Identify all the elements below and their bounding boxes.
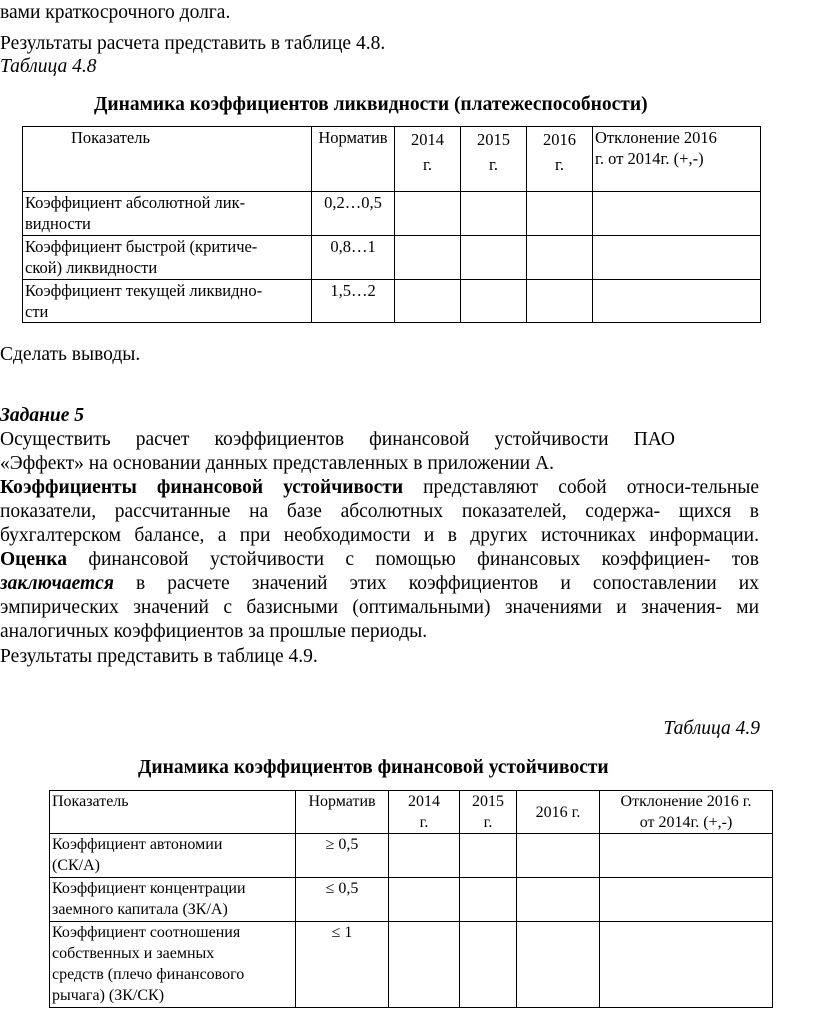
header-2014-year: 2014: [408, 793, 440, 810]
table-4-8: [22, 126, 761, 323]
cell-2015: [461, 192, 527, 236]
row-indicator: [50, 878, 296, 922]
header-indicator: Показатель: [50, 791, 296, 834]
row-indicator: [23, 192, 312, 236]
header-2016: [527, 127, 593, 192]
cell-2014: [389, 834, 460, 878]
table-row: [50, 922, 773, 1008]
row-norm: 0,8…1: [312, 236, 395, 280]
table-48-title: Динамика коэффициентов ликвидности (платежеспособности): [94, 94, 648, 115]
row-indicator-line-1: Коэффициент быстрой (критиче-: [25, 237, 258, 256]
cell-2014: [389, 878, 460, 922]
paragraph-4: Результаты представить в таблице 4.9.: [0, 646, 318, 667]
cell-2014: [395, 280, 461, 323]
header-2015-year: 2015: [477, 130, 510, 149]
intro-line-1: вами краткосрочного долга.: [0, 2, 231, 23]
table-row: [23, 192, 761, 236]
row-indicator-line-3: средств (плечо финансового: [52, 966, 245, 983]
row-indicator-line-2: видности: [25, 214, 91, 233]
header-deviation: [600, 791, 773, 834]
cell-2016: [527, 192, 593, 236]
paragraph-3-line-3: эмпирических значений с базисными (оптимальными) значениями и значения- ми: [0, 597, 759, 618]
paragraph-2-rest: представляют собой относи-тельные: [403, 477, 759, 498]
table-row: [50, 878, 773, 922]
table-row: [23, 280, 761, 323]
header-2015: [461, 127, 527, 192]
table-48-caption: Таблица 4.8: [0, 56, 97, 77]
cell-2016: [517, 834, 600, 878]
row-indicator-line-2: заемного капитала (ЗК/А): [52, 901, 228, 918]
row-norm: ≤ 0,5: [296, 878, 389, 922]
cell-2015: [460, 922, 517, 1008]
header-2014-year: 2014: [411, 130, 444, 149]
cell-2015: [461, 236, 527, 280]
row-indicator-line-2: ской) ликвидности: [25, 258, 158, 277]
cell-2014: [395, 192, 461, 236]
table-49-title: Динамика коэффициентов финансовой устойчивости: [138, 757, 609, 778]
intro-line-2: Результаты расчета представить в таблице 4.8.: [0, 33, 386, 54]
cell-deviation: [600, 922, 773, 1008]
header-2016-year: 2016: [543, 130, 576, 149]
cell-deviation: [593, 192, 761, 236]
header-2015-suffix: г.: [483, 814, 493, 831]
cell-2015: [461, 280, 527, 323]
header-2014: [389, 791, 460, 834]
row-indicator-line-1: Коэффициент абсолютной лик-: [25, 193, 246, 212]
row-indicator-line-2: собственных и заемных: [52, 945, 215, 962]
paragraph-2-line-2: показатели, рассчитанные на базе абсолютных показателей, содержа- щихся в: [0, 501, 759, 522]
row-norm: 1,5…2: [312, 280, 395, 323]
header-2015-year: 2015: [472, 793, 504, 810]
header-2015-suffix: г.: [488, 155, 499, 174]
paragraph-3-line-1: [0, 548, 759, 572]
row-indicator-line-2: сти: [25, 302, 49, 321]
cell-2015: [460, 878, 517, 922]
header-norm: Норматив: [296, 791, 389, 834]
row-norm: ≤ 1: [296, 922, 389, 1008]
paragraph-2-bold-term: Коэффициенты финансовой устойчивости: [0, 477, 404, 498]
row-indicator-line-4: рычага) (ЗК/СК): [52, 987, 165, 1004]
table-4-9: [49, 790, 773, 1008]
paragraph-2-line-3: бухгалтерском балансе, а при необходимости и в других источниках информации.: [0, 525, 759, 546]
header-deviation-line-2: г. от 2014г. (+,-): [595, 149, 704, 168]
paragraph-2-line-1: [0, 476, 759, 500]
header-deviation-line-2: от 2014г. (+,-): [639, 814, 733, 831]
header-deviation-line-1: Отклонение 2016 г.: [620, 793, 752, 810]
row-indicator-line-1: Коэффициент текущей ликвидно-: [25, 281, 263, 300]
row-indicator-line-1: Коэффициент концентрации: [52, 880, 246, 897]
header-2015: [460, 791, 517, 834]
row-indicator: [50, 922, 296, 1008]
cell-2016: [527, 236, 593, 280]
cell-2016: [517, 922, 600, 1008]
paragraph-3-line-2-rest: в расчете значений этих коэффициентов и сопоставлении их: [113, 573, 759, 594]
task-5-line-2: «Эффект» на основании данных представленных в приложении А.: [0, 453, 555, 474]
cell-2015: [460, 834, 517, 878]
row-indicator: [23, 280, 312, 323]
row-indicator: [23, 236, 312, 280]
row-indicator-line-2: (СК/А): [52, 857, 100, 874]
header-deviation-line-1: Отклонение 2016: [595, 128, 717, 147]
header-2014-suffix: г.: [422, 155, 433, 174]
paragraph-3-emphasis: заключается: [0, 573, 114, 594]
table-49-caption: Таблица 4.9: [663, 718, 760, 739]
paragraph-3-rest: финансовой устойчивости с помощью финансовых коэффициен- тов: [66, 549, 759, 570]
row-norm: ≥ 0,5: [296, 834, 389, 878]
paragraph-3-line-2: [0, 572, 759, 596]
conclusion-text: Сделать выводы.: [0, 344, 141, 365]
table-row: [23, 236, 761, 280]
table-header-row: [50, 791, 773, 834]
paragraph-3-line-4: аналогичных коэффициентов за прошлые периоды.: [0, 621, 428, 642]
cell-deviation: [600, 834, 773, 878]
cell-2016: [517, 878, 600, 922]
paragraph-3-bold-term: Оценка: [0, 549, 67, 570]
header-norm: Норматив: [312, 127, 395, 192]
task-5-heading: Задание 5: [0, 405, 85, 426]
header-indicator: Показатель: [23, 127, 312, 192]
cell-deviation: [600, 878, 773, 922]
table-header-row: [23, 127, 761, 192]
row-indicator: [50, 834, 296, 878]
row-indicator-line-1: Коэффициент автономии: [52, 836, 223, 853]
cell-2014: [395, 236, 461, 280]
header-2014: [395, 127, 461, 192]
table-row: [50, 834, 773, 878]
header-deviation: [593, 127, 761, 192]
cell-deviation: [593, 236, 761, 280]
cell-2014: [389, 922, 460, 1008]
row-norm: 0,2…0,5: [312, 192, 395, 236]
header-2016-suffix: г.: [554, 155, 565, 174]
cell-2016: [527, 280, 593, 323]
header-2014-suffix: г.: [419, 814, 429, 831]
cell-deviation: [593, 280, 761, 323]
row-indicator-line-1: Коэффициент соотношения: [52, 924, 241, 941]
header-2016: 2016 г.: [517, 791, 600, 834]
task-5-line-1: Осуществить расчет коэффициентов финансовой устойчивости ПАО: [0, 429, 675, 450]
